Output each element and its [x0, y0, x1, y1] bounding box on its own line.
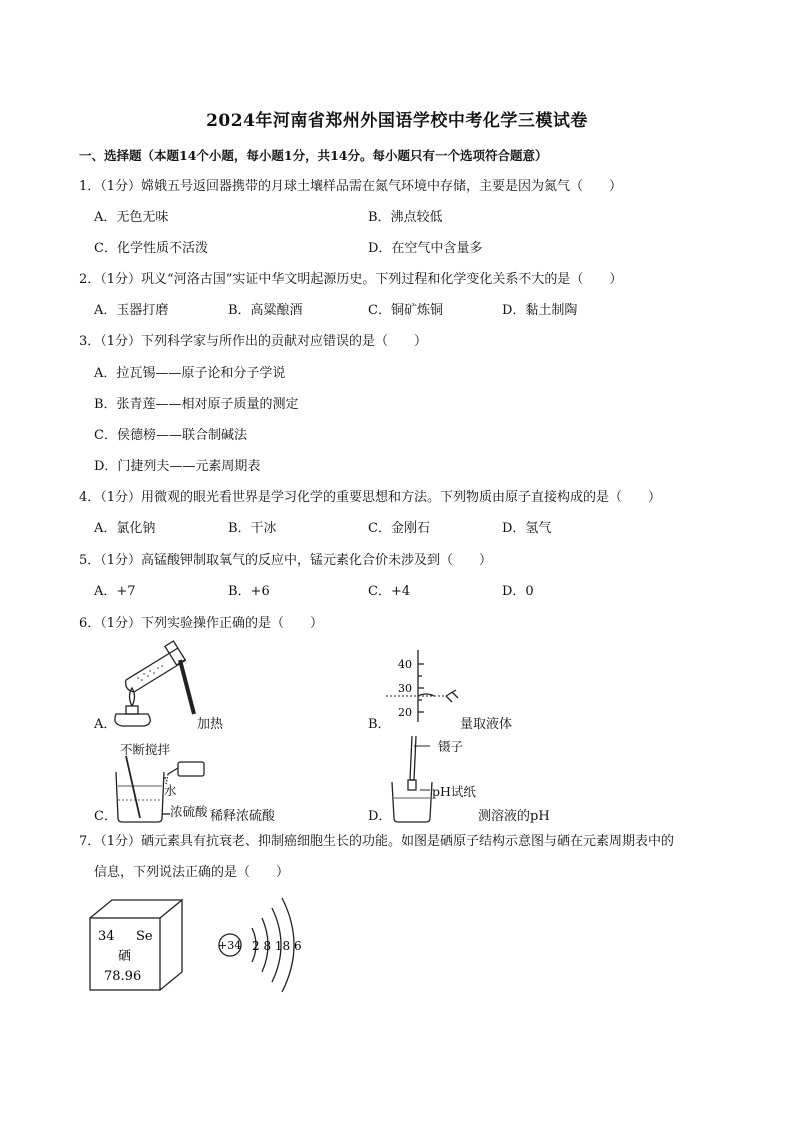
label-stir: 不断搅拌 [120, 742, 171, 757]
page-title: 2024年河南省郑州外国语学校中考化学三模试卷 [206, 111, 588, 131]
option-a[interactable]: A．玉器打磨 [94, 303, 169, 318]
option-c[interactable]: C．侯德榜——联合制碱法 [94, 428, 247, 443]
option-d[interactable]: D．门捷列夫——元素周期表 [94, 459, 261, 474]
option-c[interactable]: C． [94, 809, 117, 824]
nucleus-charge: +34 [218, 939, 242, 952]
figure-caption: 测溶液的pH [478, 809, 550, 824]
option-a[interactable]: A． [94, 717, 117, 732]
atomic-mass: 78.96 [104, 969, 142, 984]
option-b[interactable]: B．+6 [228, 584, 270, 599]
question-stem: 4．（1分）用微观的眼光看世界是学习化学的重要思想和方法。下列物质由原子直接构成的是（ ） [79, 490, 662, 505]
option-b[interactable]: B． [368, 717, 391, 732]
question-stem: 5．（1分）高锰酸钾制取氧气的反应中，锰元素化合价未涉及到（ ） [79, 553, 493, 568]
option-a[interactable]: A．无色无味 [94, 210, 169, 225]
question-stem: 1．（1分）嫦娥五号返回器携带的月球土壤样品需在氮气环境中存储，主要是因为氮气（ ） [79, 179, 623, 194]
atomic-number: 34 [98, 929, 115, 944]
option-c[interactable]: C．铜矿炼铜 [368, 303, 443, 318]
element-name: 硒 [118, 949, 132, 964]
question-stem: 6．（1分）下列实验操作正确的是（ ） [79, 616, 324, 631]
option-b[interactable]: B．干冰 [228, 521, 277, 536]
label-water: 水 [164, 783, 177, 798]
option-b[interactable]: B．沸点较低 [368, 210, 443, 225]
label-acid: 浓硫酸 [170, 804, 208, 819]
option-d[interactable]: D． [368, 809, 392, 824]
figure-caption: 量取液体 [460, 717, 513, 732]
option-c[interactable]: C．+4 [368, 584, 411, 599]
heating-test-tube-figure [108, 640, 198, 728]
electron-shells: 2 8 18 6 [252, 939, 302, 953]
option-d[interactable]: D．在空气中含量多 [368, 241, 483, 256]
tick-label-20: 20 [398, 706, 412, 719]
question-stem: 7．（1分）硒元素具有抗衰老、抑制癌细胞生长的功能。如图是硒原子结构示意图与硒在元素周期表中的 [79, 834, 675, 849]
element-symbol: Se [136, 929, 153, 944]
figure-caption: 加热 [197, 717, 224, 732]
graduated-cylinder-figure [386, 650, 466, 726]
option-c[interactable]: C．化学性质不活泼 [94, 241, 208, 256]
option-a[interactable]: A．氯化钠 [94, 521, 156, 536]
option-d[interactable]: D．0 [502, 584, 534, 599]
option-d[interactable]: D．黏土制陶 [502, 303, 578, 318]
section-heading: 一、选择题（本题14个小题，每小题1分，共14分。每小题只有一个选项符合题意） [79, 148, 548, 163]
figure-caption: 稀释浓硫酸 [210, 809, 276, 824]
option-b[interactable]: B．高粱酿酒 [228, 303, 303, 318]
label-ph-paper: pH试纸 [432, 784, 476, 799]
tick-label-30: 30 [398, 682, 412, 695]
option-a[interactable]: A．拉瓦锡——原子论和分子学说 [94, 366, 286, 381]
tick-label-40: 40 [398, 658, 412, 671]
option-c[interactable]: C．金刚石 [368, 521, 430, 536]
option-b[interactable]: B．张青莲——相对原子质量的测定 [94, 397, 299, 412]
option-a[interactable]: A．+7 [94, 584, 136, 599]
atomic-structure-diagram [210, 880, 320, 1010]
label-tweezers: 镊子 [438, 739, 464, 754]
question-stem-continued: 信息，下列说法正确的是（ ） [94, 865, 290, 880]
question-stem: 2．（1分）巩义“河洛古国”实证中华文明起源历史。下列过程和化学变化关系不大的是（ ） [79, 272, 623, 287]
option-d[interactable]: D．氢气 [502, 521, 552, 536]
question-stem: 3．（1分）下列科学家与所作出的贡献对应错误的是（ ） [79, 334, 428, 349]
periodic-table-cell [86, 896, 186, 996]
